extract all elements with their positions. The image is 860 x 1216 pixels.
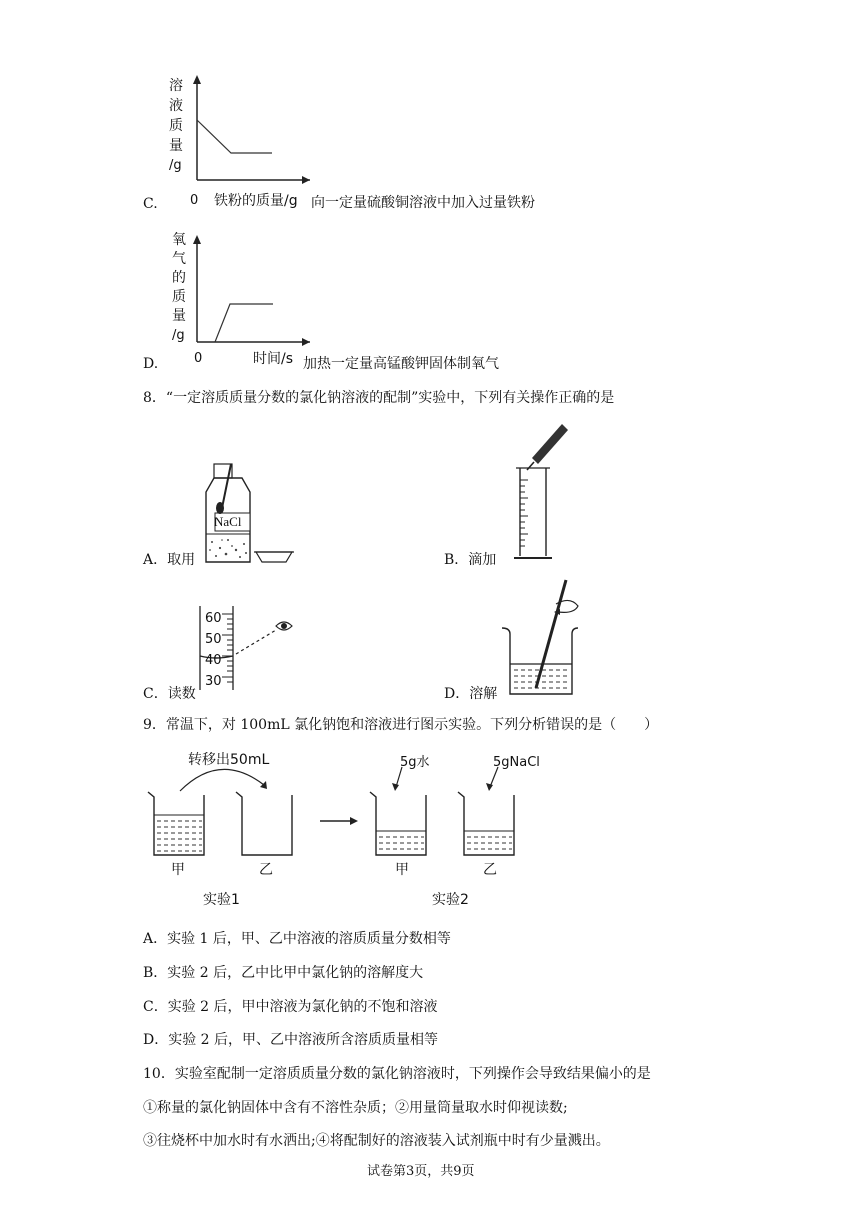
bottle-label: NaCl <box>214 514 242 529</box>
graph-c-yunit: /g <box>169 158 182 173</box>
option-b-label: B．滴加 <box>444 552 497 568</box>
graph-c-ylabel-char: 量 <box>169 138 183 154</box>
question-10-line2: ③往烧杯中加水时有水洒出;④将配制好的溶液装入试剂瓶中时有少量溅出。 <box>143 1133 610 1149</box>
transfer-label: 转移出50mL <box>188 752 270 768</box>
graph-c-ylabel-char: 溶 <box>169 78 183 94</box>
graph-d-xlabel: 时间/s <box>253 351 294 367</box>
question-9-stem: 9．常温下，对 100mL 氯化钠饱和溶液进行图示实验。下列分析错误的是（ ） <box>143 717 659 733</box>
question-8-stem: 8．“一定溶质质量分数的氯化钠溶液的配制”实验中，下列有关操作正确的是 <box>143 390 615 406</box>
option-b-text: B．实验 2 后，乙中比甲中氯化钠的溶解度大 <box>143 965 424 981</box>
scale-tick-label: 40 <box>205 653 222 668</box>
graph-d-ylabel-char: 量 <box>172 308 186 324</box>
graph-d-ylabel-char: 质 <box>172 289 186 305</box>
beaker-jia-label: 甲 <box>395 862 409 878</box>
option-text: 加热一定量高锰酸钾固体制氧气 <box>303 356 499 372</box>
option-text: 向一定量硫酸铜溶液中加入过量铁粉 <box>311 195 535 211</box>
scale-tick-label: 60 <box>205 611 222 626</box>
option-c-label: C．读数 <box>143 686 196 702</box>
graph-d-origin: 0 <box>194 351 203 366</box>
beaker-jia-label: 甲 <box>171 862 185 878</box>
dissolve-illustration <box>498 576 588 700</box>
graph-c-origin: 0 <box>190 193 199 208</box>
question-10-stem: 10．实验室配制一定溶质质量分数的氯化钠溶液时，下列操作会导致结果偏小的是 <box>143 1066 651 1082</box>
graph-d-ylabel-char: 氧 <box>172 232 186 248</box>
graph-d-ylabel-char: 气 <box>172 251 186 267</box>
option-a-text: A．实验 1 后，甲、乙中溶液的溶质质量分数相等 <box>143 931 451 947</box>
option-d-label: D．溶解 <box>444 686 498 702</box>
experiment-1-label: 实验1 <box>203 892 240 908</box>
option-d-text: D．实验 2 后，甲、乙中溶液所含溶质质量相等 <box>143 1032 439 1048</box>
scale-tick-label: 30 <box>205 674 222 689</box>
option-letter: C. <box>143 196 158 212</box>
graph-c-ylabel-char: 液 <box>169 98 183 114</box>
graph-d-ylabel <box>172 231 192 345</box>
add-nacl-label: 5gNaCl <box>493 755 540 770</box>
experiment-2-label: 实验2 <box>432 892 469 908</box>
graph-c-xlabel: 铁粉的质量/g <box>214 193 298 209</box>
graph-c-ylabel <box>169 76 189 176</box>
page-footer: 试卷第3页，共9页 <box>367 1164 475 1179</box>
beaker-yi-label: 乙 <box>483 862 497 878</box>
option-c-text: C．实验 2 后，甲中溶液为氯化钠的不饱和溶液 <box>143 999 438 1015</box>
question-10-line1: ①称量的氯化钠固体中含有不溶性杂质；②用量筒量取水时仰视读数; <box>143 1100 568 1116</box>
option-letter: D. <box>143 356 159 372</box>
option-a-label: A．取用 <box>143 552 196 568</box>
graph-c-ylabel-char: 质 <box>169 118 183 134</box>
bottle-illustration <box>198 458 308 568</box>
graph-d-ylabel-char: 的 <box>172 270 186 286</box>
graph-d-yunit: /g <box>172 328 185 343</box>
beaker-yi-label: 乙 <box>259 862 273 878</box>
add-water-label: 5g水 <box>400 755 430 770</box>
scale-tick-label: 50 <box>205 632 222 647</box>
cylinder-scale <box>205 608 222 692</box>
cylinder-dropper-illustration <box>510 420 580 566</box>
